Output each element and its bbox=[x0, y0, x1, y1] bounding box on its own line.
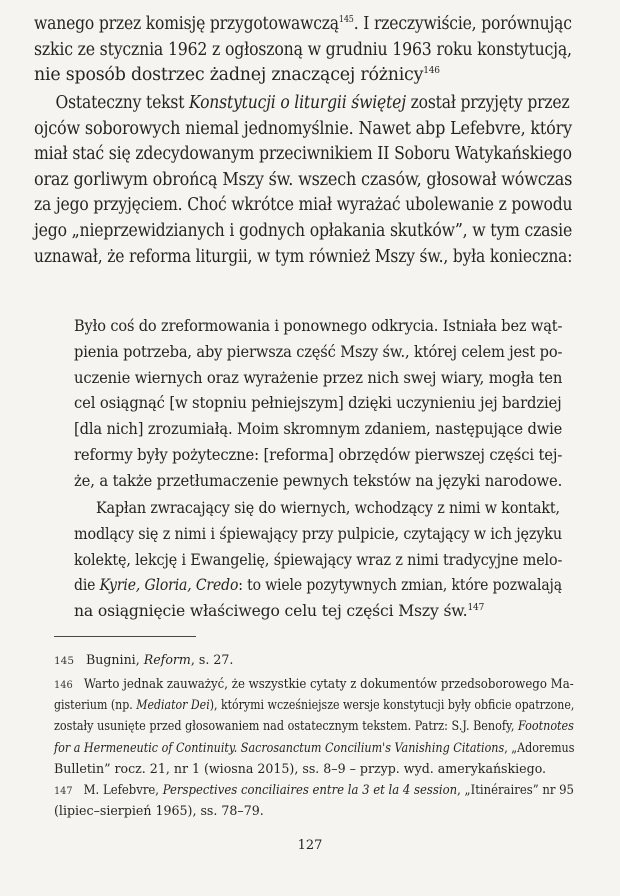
paragraph-1 bbox=[34, 12, 572, 89]
paragraph-2 bbox=[34, 91, 572, 270]
footnote-number: 147 bbox=[54, 785, 73, 797]
footnote-divider bbox=[54, 636, 196, 637]
quote-line: kolektę, lekcję i Ewangelię, śpiewający wraz z nimi tradycyjne melo- bbox=[74, 550, 563, 569]
quote-line: pienia potrzeba, aby pierwsza część Mszy św., której celem jest po- bbox=[74, 342, 563, 361]
text-line: nie sposób dostrzec żadnej znaczącej różnicy$^{146}$ bbox=[34, 65, 440, 86]
block-quote-2 bbox=[74, 496, 562, 625]
quote-line: Kapłan zwracający się do wiernych, wchodzący z nimi w kontakt, bbox=[96, 499, 560, 517]
footnote-ref-145: 145 bbox=[338, 15, 354, 26]
footnote-number: 145 bbox=[54, 655, 75, 667]
text-line: wanego przez komisję przygotowawczą$^{145}$. I rzeczywiście, porównując bbox=[34, 14, 572, 34]
text-line: miał stać się zdecydowanym przeciwnikiem II Soboru Watykańskiego bbox=[34, 144, 572, 165]
quote-line: Było coś do zreformowania i ponownego odkrycia. Istniała bez wąt- bbox=[74, 317, 563, 335]
footnote-147: 147 M. Lefebvre, Perspectives conciliaires entre la 3 et la 4 session, „Itinéraires” nr 95 (lipiec–sierpień 1965), ss. 78–79. bbox=[54, 782, 574, 819]
italic-chants: Kyrie, Gloria, Credo bbox=[99, 576, 239, 595]
footnote-145: 145 Bugnini, Reform, s. 27. bbox=[54, 649, 574, 670]
footnote-146: 146 Warto jednak zauważyć, że wszystkie cytaty z dokumentów przedsoborowego Ma- gisterium (np. Mediator Dei), którymi wcześniejsze wersje konstytucji były obficie opatrzone, zostały usunięte przed głosowaniem nad ostatecznym tekstem. Patrz: S.J. Benofy, Footnotes for a Hermeneutic of Continuity. Sacrosanctum Concilium's Vanishing Citations, „Adoremus Bulletin” rocz. 21, nr 1 (wiosna 2015), ss. 8–9 – przyp. wyd. amerykańskiego. bbox=[54, 676, 575, 776]
text-line: za jego przyjęciem. Choć wkrótce miał wyrażać ubolewanie z powodu bbox=[34, 195, 573, 216]
text-line: szkic ze stycznia 1962 z ogłoszoną w grudniu 1963 roku konstytucją, bbox=[34, 39, 572, 60]
text-line: ojców soborowych niemal jednomyślnie. Nawet abp Lefebvre, który bbox=[34, 118, 572, 139]
text-line: oraz gorliwym obrońcą Mszy św. wszech czasów, głosował wówczas bbox=[34, 169, 573, 190]
quote-line: na osiągnięcie właściwego celu tej części Mszy św.$^{147}$ bbox=[74, 602, 485, 621]
text-line: Ostateczny tekst Konstytucji o liturgii świętej został przyjęty przez bbox=[55, 93, 570, 113]
quote-line: uczenie wiernych oraz wyrażenie przez nich swej wiary, mogła ten bbox=[74, 368, 563, 387]
quote-line: cel osiągnąć [w stopniu pełniejszym] dzięki uczynieniu jej bardziej bbox=[74, 394, 562, 413]
text-line: jego „nieprzewidzianych i godnych opłakania skutków”, w tym czasie bbox=[34, 220, 573, 241]
page-number: 127 bbox=[297, 838, 323, 853]
italic-title: Konstytucji o liturgii świętej bbox=[189, 93, 406, 113]
block-quote-1 bbox=[74, 314, 562, 495]
quote-line: reformy były pożyteczne: [reforma] obrzędów pierwszej części tej- bbox=[74, 445, 563, 464]
text-line: uznawał, że reforma liturgii, w tym również Mszy św., była konieczna: bbox=[34, 246, 573, 267]
footnote-ref-146: 146 bbox=[423, 66, 440, 77]
footnote-number: 146 bbox=[54, 679, 73, 691]
footnote-ref-147: 147 bbox=[467, 603, 485, 613]
quote-line: [dla nich] zrozumiałą. Moim skromnym zdaniem, następujące dwie bbox=[74, 420, 563, 439]
quote-line: że, a także przetłumaczenie pewnych tekstów na języki narodowe. bbox=[74, 471, 563, 490]
quote-line: die Kyrie, Gloria, Credo: to wiele pozytywnych zmian, które pozwalają bbox=[74, 576, 562, 595]
quote-line: modlący się z nimi i śpiewający przy pulpicie, czytający w ich języku bbox=[74, 524, 562, 543]
